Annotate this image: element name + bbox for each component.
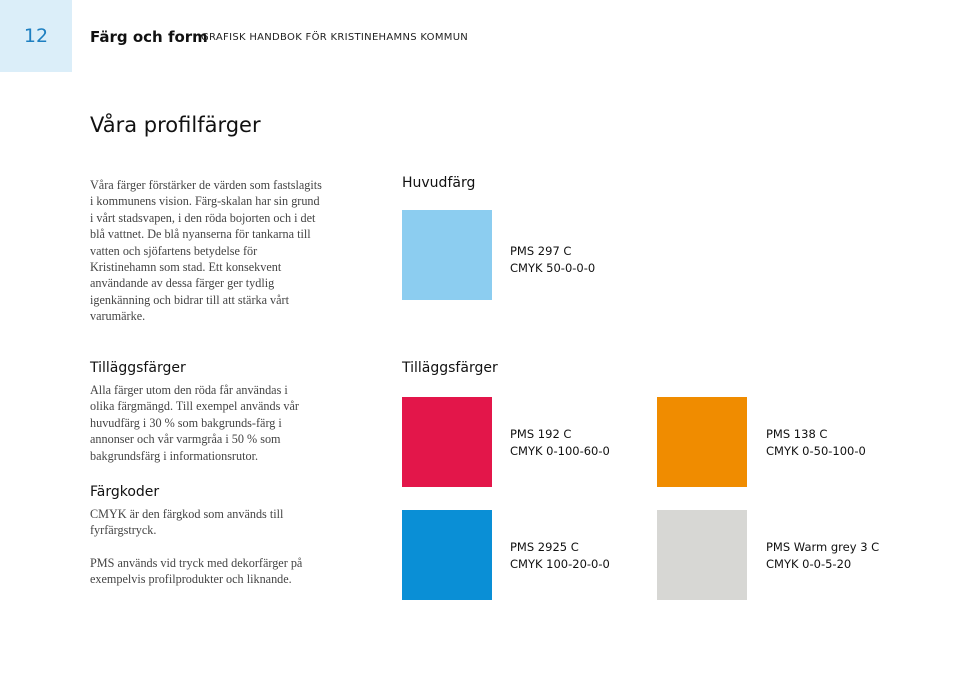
cmyk-code: CMYK 50-0-0-0 xyxy=(510,261,596,275)
label-warm-grey-3 xyxy=(766,539,879,573)
header-subtitle: GRAFISK HANDBOK FÖR KRISTINEHAMNS KOMMUN xyxy=(201,32,469,43)
cmyk-code: CMYK 100-20-0-0 xyxy=(510,557,610,571)
tillaggsfarger-heading: Tilläggsfärger xyxy=(90,360,186,376)
fargkoder-heading: Färgkoder xyxy=(90,484,160,500)
fargkoder-text-cmyk: CMYK är den färgkod som används till fyrfärgstryck. xyxy=(90,507,284,538)
label-pms-138 xyxy=(766,426,866,460)
pms-code: PMS 138 C xyxy=(766,427,828,441)
pms-code: PMS Warm grey 3 C xyxy=(766,540,880,554)
page-number: 12 xyxy=(0,0,72,72)
label-pms-192 xyxy=(510,426,610,460)
pms-code: PMS 192 C xyxy=(510,427,572,441)
huvudfarg-heading: Huvudfärg xyxy=(402,175,476,191)
tillaggsfarger-swatches-heading: Tilläggsfärger xyxy=(402,360,498,376)
swatch-warm-grey-3 xyxy=(657,510,747,600)
cmyk-code: CMYK 0-50-100-0 xyxy=(766,444,866,458)
fargkoder-text-pms: PMS används vid tryck med dekorfärger på exempelvis profilprodukter och liknande. xyxy=(90,556,303,587)
swatch-pms-192 xyxy=(402,397,492,487)
swatch-pms-2925 xyxy=(402,510,492,600)
pms-code: PMS 2925 C xyxy=(510,540,579,554)
tillaggsfarger-text: Alla färger utom den röda får användas i olika färgmängd. Till exempel används vår huvudfärg i 30 % som bakgrunds-färg i annonser och vår varmgråa i 50 % som bakgrundsfärg i informationsrutor. xyxy=(90,383,299,463)
cmyk-code: CMYK 0-100-60-0 xyxy=(510,444,610,458)
swatch-pms-297 xyxy=(402,210,492,300)
header-title: Färg och form xyxy=(90,28,208,46)
swatch-pms-138 xyxy=(657,397,747,487)
label-pms-297 xyxy=(510,243,595,277)
label-pms-2925 xyxy=(510,539,610,573)
intro-paragraph: Våra färger förstärker de värden som fastslagits i kommunens vision. Färg-skalan har sin grund i vårt stadsvapen, i den röda bojorten och i det blå vattnet. De blå nyanserna för tankarna till vatten och sjöfartens betydelse för Kristinehamn som stad. Ett konsekvent användande av dessa färger ger tydlig igenkänning och bidrar till att stärka vårt varumärke. xyxy=(90,178,322,324)
page-title: Våra profilfärger xyxy=(90,113,261,137)
pms-code: PMS 297 C xyxy=(510,244,572,258)
cmyk-code: CMYK 0-0-5-20 xyxy=(766,557,852,571)
